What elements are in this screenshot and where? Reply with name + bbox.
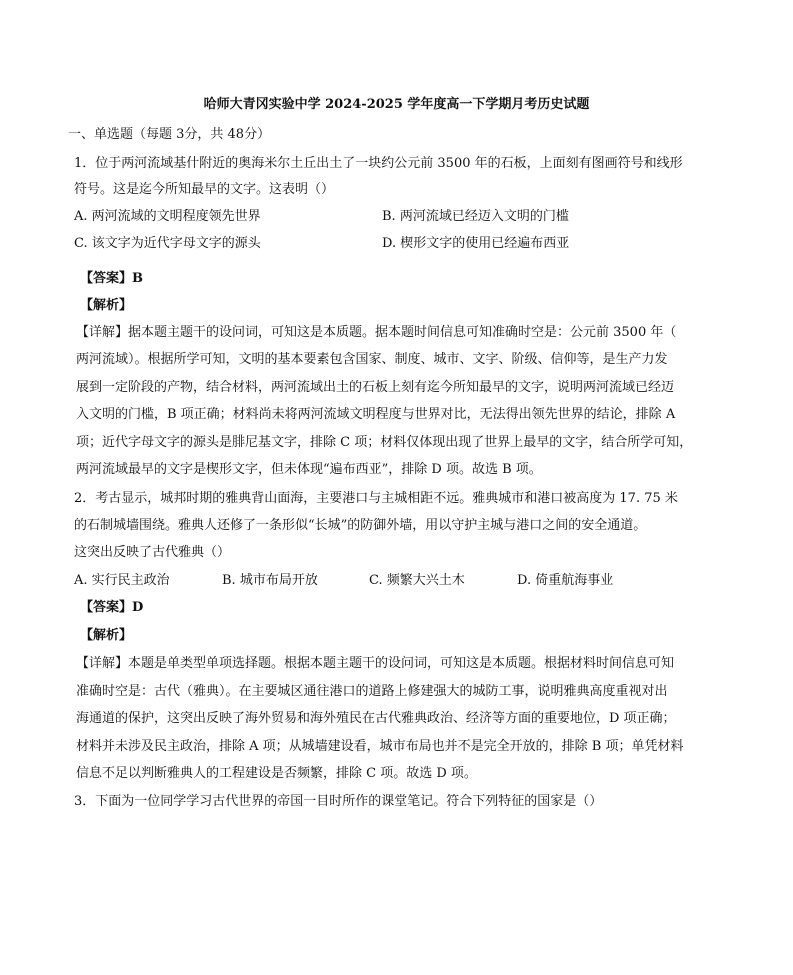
- q2-detail-line-2: 准确时空是：古代（雅典）。在主要城区通往港口的道路上修建强大的城防工事，说明雅典高度重视对出: [76, 684, 668, 699]
- q1-detail-line-3: 展到一定阶段的产物，结合材料，两河流域出土的石板上刻有迄今所知最早的文字，说明两河流域已经迈: [76, 380, 675, 395]
- q2-option-d: D. 倚重航海事业: [517, 573, 614, 588]
- q2-detail-line-5: 信息不足以判断雅典人的工程建设是否频繁，排除 C 项。故选 D 项。: [76, 766, 477, 781]
- q2-stem-line-1: 2．考古显示，城邦时期的雅典背山面海，主要港口与主城相距不远。雅典城市和港口被高度为 17. 75 米: [74, 491, 678, 506]
- q1-stem-line-2: 符号。这是迄今所知最早的文字。这表明（）: [74, 182, 335, 197]
- q2-option-a: A. 实行民主政治: [74, 573, 170, 588]
- q2-stem-line-2: 的石制城墙围绕。雅典人还修了一条形似“长城”的防御外墙，用以守护主城与港口之间的安全通道。: [74, 518, 647, 533]
- q2-detail-line-3: 海通道的保护，这突出反映了海外贸易和海外殖民在古代雅典政治、经济等方面的重要地位，D 项正确；: [76, 711, 676, 726]
- q1-option-d: D. 楔形文字的使用已经遍布西亚: [382, 236, 570, 251]
- q1-option-c: C. 该文字为近代字母文字的源头: [74, 236, 261, 251]
- q1-detail-line-1: 【详解】据本题主题干的设问词，可知这是本质题。据本题时间信息可知准确时空是：公元前 3500 年（: [76, 325, 677, 340]
- q2-detail-line-4: 材料并未涉及民主政治，排除 A 项；从城墙建设看，城市布局也并不是完全开放的，排除 B 项；单凭材料: [76, 739, 684, 754]
- q1-answer: 【答案】B: [80, 271, 143, 286]
- q2-stem-line-3: 这突出反映了古代雅典（）: [74, 545, 231, 560]
- section-heading: 一、单选题（每题 3分，共 48分）: [68, 127, 271, 142]
- q2-detail-line-1: 【详解】本题是单类型单项选择题。根据本题主题干的设问词，可知这是本质题。根据材料时间信息可知: [76, 656, 675, 671]
- q1-detail-line-5: 项；近代字母文字的源头是腓尼基文字，排除 C 项；材料仅体现出现了世界上最早的文字，结合所学可知，: [76, 435, 693, 450]
- q2-answer: 【答案】D: [80, 600, 144, 615]
- q1-detail-line-6: 两河流域最早的文字是楔形文字，但未体现“遍布西亚”，排除 D 项。故选 B 项。: [76, 462, 542, 477]
- q1-detail-line-2: 两河流域）。根据所学可知，文明的基本要素包含国家、制度、城市、文字、阶级、信仰等，是生产力发: [76, 352, 668, 367]
- q2-option-b: B. 城市布局开放: [222, 573, 318, 588]
- q2-analysis-heading: 【解析】: [80, 628, 133, 643]
- q1-analysis-heading: 【解析】: [80, 298, 133, 313]
- q1-detail-line-4: 入文明的门槛，B 项正确；材料尚未将两河流域文明程度与世界对比，无法得出领先世界的结论，排除 A: [76, 407, 676, 422]
- q1-option-b: B. 两河流域已经迈入文明的门槛: [382, 209, 569, 224]
- q2-option-c: C. 频繁大兴土木: [369, 573, 465, 588]
- page-title: 哈师大青冈实验中学 2024-2025 学年度高一下学期月考历史试题: [203, 97, 590, 112]
- q1-option-a: A. 两河流域的文明程度领先世界: [74, 209, 261, 224]
- q1-stem-line-1: 1．位于两河流域基什附近的奥海米尔土丘出土了一块约公元前 3500 年的石板，上面刻有图画符号和线形: [74, 156, 683, 171]
- q3-stem: 3．下面为一位同学学习古代世界的帝国一目时所作的课堂笔记。符合下列特征的国家是（）: [74, 794, 603, 809]
